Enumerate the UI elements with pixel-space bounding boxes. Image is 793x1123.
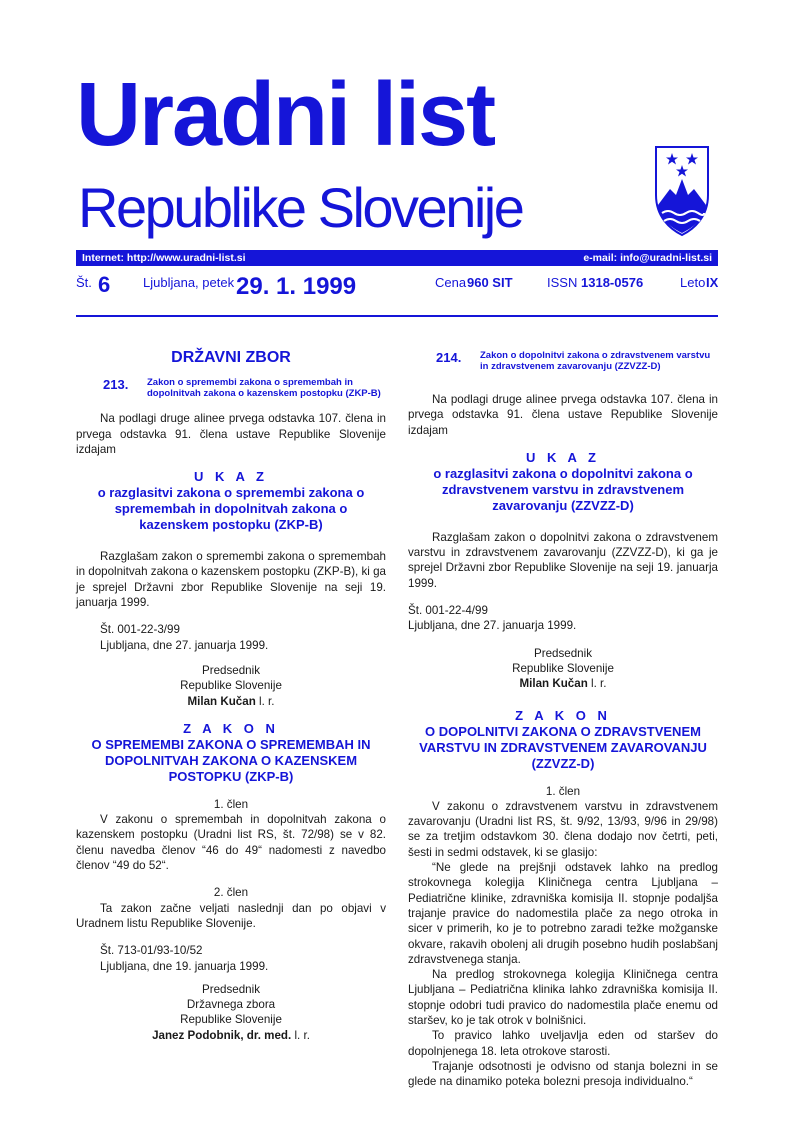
signature-name-line (76, 1028, 386, 1043)
email-link[interactable]: e-mail: info@uradni-list.si (583, 252, 712, 264)
issue-info-row (76, 270, 718, 304)
signature-title-2: Republike Slovenije (180, 679, 282, 693)
ukaz-title: o razglasitvi zakona o dopolnitvi zakona o zdravstvenem varstvu in zdravstvenem zavarovanju (ZZVZZ-D) (433, 465, 693, 513)
signature-title: Predsednik (201, 663, 260, 677)
article-text: Ta zakon začne veljati naslednji dan po objavi v Uradnem listu Republike Slovenije. (76, 901, 386, 930)
masthead-subtitle: Republike Slovenije (78, 176, 523, 239)
zakon-title: O DOPOLNITVI ZAKONA O ZDRAVSTVENEM VARSTVU IN ZDRAVSTVENEM ZAVAROVANJU (ZZVZZ-D) (419, 723, 707, 771)
price-label: Cena (435, 275, 467, 290)
signature-name-line (76, 694, 386, 709)
article-text: To pravico lahko uveljavlja eden od staršev do dopolnjenega 18. leta otrokove starosti. (408, 1029, 718, 1058)
internet-link[interactable]: Internet: http://www.uradni-list.si (82, 252, 246, 264)
signature-title: Predsednik (201, 982, 260, 996)
article-text: V zakonu o spremembah in dopolnitvah zakona o kazenskem postopku (Uradni list RS, št. 72/98) se v 82. členu navedba členov “46 do 49“ nadomesti z navedbo členov “49 do 52“. (76, 813, 386, 873)
article-heading: 1. člen (213, 797, 249, 811)
contact-bar (76, 250, 718, 266)
act-heading-214 (436, 350, 718, 372)
issn-value: 1318-0576 (581, 275, 644, 290)
act-heading-213 (103, 377, 386, 399)
intro-paragraph: Na podlagi druge alinee prvega odstavka 107. člena in prvega odstavka 91. člena ustave Republike Slovenije izdajam (408, 393, 718, 437)
act-number: 214. (436, 350, 462, 365)
ukaz-heading: U K A Z (194, 469, 268, 485)
right-column (408, 340, 718, 1090)
signature-title-2: Državnega zbora (186, 998, 276, 1012)
intro-paragraph: Na podlagi druge alinee prvega odstavka 107. člena in prvega odstavka 91. člena ustave Republike Slovenije izdajam (76, 412, 386, 456)
act-number: 213. (103, 377, 129, 393)
ukaz-heading: U K A Z (526, 449, 600, 465)
article-text: V zakonu o zdravstvenem varstvu in zdravstvenem zavarovanju (Uradni list RS, št. 9/92, 13/93, 9/96 in 29/98) se za tretjim odstavkom 30. člena dodajo nov četrti, peti, šesti in sedmi odstavek, ki se glasijo: (408, 799, 718, 859)
place-day: Ljubljana, petek (143, 275, 235, 290)
left-column (76, 340, 386, 1043)
promulgation-paragraph: Razglašam zakon o spremembi zakona o spremembah in dopolnitvah zakona o kazenskem postopku (ZKP-B), ki ga je sprejel Državni zbor Republike Slovenije na seji 19. januarja 1999. (76, 550, 386, 610)
reference-number: Št. 001-22-4/99 (408, 604, 488, 618)
coat-of-arms-icon (648, 143, 716, 237)
promulgation-paragraph: Razglašam zakon o dopolnitvi zakona o zdravstvenem varstvu in zdravstvenem zavarovanju (ZZVZZ-D), ki ga je sprejel Državni zbor Republike Slovenije na seji 19. januarja 1999. (408, 530, 718, 590)
reference-number: Št. 713-01/93-10/52 (100, 944, 203, 958)
signature-title-3: Republike Slovenije (180, 1013, 282, 1027)
signature-title: Predsednik (533, 646, 592, 660)
zakon-heading: Z A K O N (183, 720, 279, 736)
article-heading: 2. člen (213, 886, 249, 900)
year-label: Leto (680, 275, 706, 290)
ukaz-title: o razglasitvi zakona o spremembi zakona o spremembah in dopolnitvah zakona o kazenskem postopku (ZKP-B) (97, 485, 365, 533)
year-value: IX (706, 275, 719, 290)
article-heading: 1. člen (545, 784, 581, 798)
section-heading: DRŽAVNI ZBOR (171, 349, 291, 366)
article-text: “Ne glede na prejšnji odstavek lahko na predlog strokovnega kolegija Kliničnega centra Ljubljana – Pediatrične klinike, zdravniška komisija II. stopnje podaljša trajanje pravice do nadomestila plače za nego otroka in sicer v primerih, ko je to potrebno zaradi težke možganske okvare, rakavih obolenj ali drugih posebno hudih poslabšanj zdravstvenega stanja. (408, 861, 718, 966)
signature-title-2: Republike Slovenije (512, 661, 614, 675)
price-value: 960 SIT (467, 275, 513, 290)
issue-date: 29. 1. 1999 (236, 273, 357, 300)
reference-date: Ljubljana, dne 19. januarja 1999. (100, 959, 269, 973)
reference-date: Ljubljana, dne 27. januarja 1999. (408, 619, 577, 633)
masthead-title: Uradni list (76, 65, 495, 165)
zakon-heading: Z A K O N (515, 707, 611, 723)
issn-label: ISSN (547, 275, 578, 290)
article-text: Na predlog strokovnega kolegija Kliničnega centra Ljubljana – Pediatrična klinika lahko zdravniška komisija II. stopnje odobri tudi pravico do nadomestila plače enemu od staršev, ko je tak otrok v bolnišnici. (408, 968, 718, 1028)
act-title: Zakon o dopolnitvi zakona o zdravstvenem varstvu in zdravstvenem zavarovanju (ZZVZZ-D) (480, 350, 711, 372)
issue-number: 6 (98, 272, 111, 297)
signature-name-line (408, 676, 718, 691)
signature-lr: l. r. (291, 1028, 310, 1042)
issue-label: Št. (76, 275, 92, 290)
signature-name: Janez Podobnik, dr. med. (152, 1028, 292, 1042)
signature-name: Milan Kučan (187, 694, 256, 708)
reference-number: Št. 001-22-3/99 (100, 623, 180, 637)
article-text: Trajanje odsotnosti je odvisno od stanja bolezni in se glede na dinamiko poteka bolezni presoja individualno.“ (408, 1059, 718, 1089)
signature-lr: l. r. (587, 677, 607, 691)
header-divider (76, 315, 718, 317)
zakon-title: O SPREMEMBI ZAKONA O SPREMEMBAH IN DOPOLNITVAH ZAKONA O KAZENSKEM POSTOPKU (ZKP-B) (91, 736, 371, 784)
signature-lr: l. r. (255, 694, 275, 708)
reference-date: Ljubljana, dne 27. januarja 1999. (100, 638, 269, 652)
signature-name: Milan Kučan (519, 677, 588, 691)
act-title: Zakon o spremembi zakona o spremembah in dopolnitvah zakona o kazenskem postopku (ZKP-B) (147, 377, 381, 400)
